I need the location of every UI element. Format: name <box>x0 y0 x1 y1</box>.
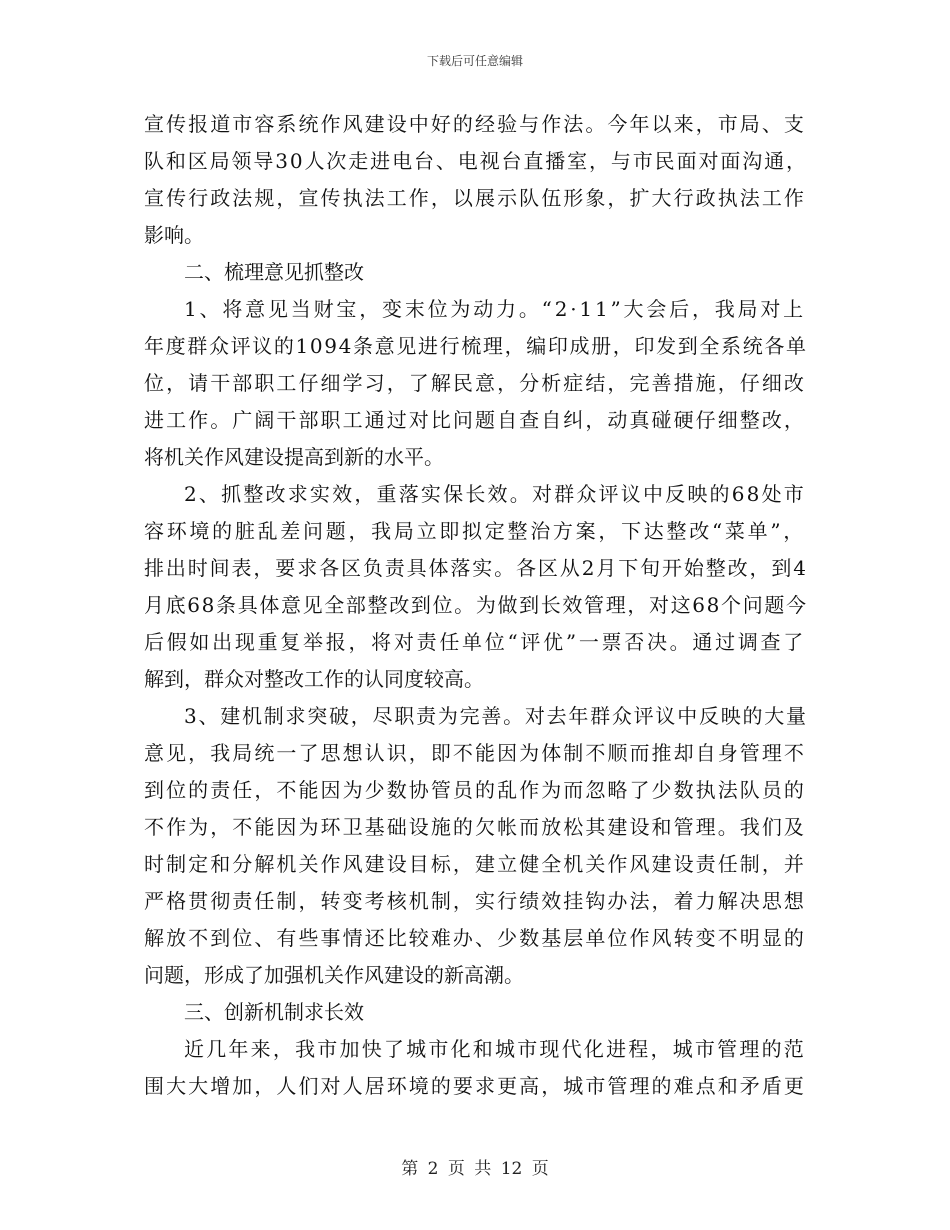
line-text: 排出时间表，要求各区负责具体落实。各区从2月下旬开始整改，到4 <box>144 556 808 580</box>
paragraph-line <box>0 513 950 550</box>
line-text: 二、梳理意见抓整改 <box>184 260 364 284</box>
paragraph-first-line <box>0 698 950 735</box>
line-text: 影响。 <box>144 223 204 247</box>
line-text: 后假如出现重复举报，将对责任单位“评优”一票否决。通过调查了 <box>144 630 806 654</box>
line-text: 月底68条具体意见全部整改到位。为做到长效管理，对这68个问题今 <box>144 593 808 617</box>
page-header: 下载后可任意编辑 <box>426 54 523 68</box>
line-text: 时制定和分解机关作风建设目标，建立健全机关作风建设责任制，并 <box>144 852 806 876</box>
paragraph-line <box>0 883 950 920</box>
line-text: 将机关作风建设提高到新的水平。 <box>144 445 444 469</box>
paragraph-line <box>0 846 950 883</box>
paragraph-line <box>0 1068 950 1105</box>
paragraph-line <box>0 143 950 180</box>
paragraph-line <box>0 328 950 365</box>
line-text: 宣传报道市容系统作风建设中好的经验与作法。今年以来，市局、支 <box>144 112 806 136</box>
line-text: 不作为，不能因为环卫基础设施的欠帐而放松其建设和管理。我们及 <box>144 815 806 839</box>
paragraph-line <box>0 920 950 957</box>
paragraph-line <box>0 439 950 476</box>
line-text: 3、建机制求突破，尽职责为完善。对去年群众评议中反映的大量 <box>184 704 808 728</box>
paragraph-first-line <box>0 476 950 513</box>
paragraph-first-line <box>0 291 950 328</box>
line-text: 队和区局领导30人次走进电台、电视台直播室，与市民面对面沟通， <box>144 149 808 173</box>
line-text: 进工作。广阔干部职工通过对比问题自查自纠，动真碰硬仔细整改， <box>144 408 806 432</box>
paragraph-line <box>0 809 950 846</box>
paragraph-line <box>0 402 950 439</box>
paragraph-line <box>0 217 950 254</box>
paragraph-line <box>0 735 950 772</box>
paragraph-line <box>0 957 950 994</box>
paragraph-line <box>0 180 950 217</box>
line-text: 围大大增加，人们对人居环境的要求更高，城市管理的难点和矛盾更 <box>144 1074 806 1098</box>
line-text: 意见，我局统一了思想认识，即不能因为体制不顺而推却自身管理不 <box>144 741 806 765</box>
paragraph-line <box>0 365 950 402</box>
paragraph-line <box>0 106 950 143</box>
paragraph-first-line <box>0 994 950 1031</box>
paragraph-line <box>0 587 950 624</box>
line-text: 到位的责任，不能因为少数协管员的乱作为而忽略了少数执法队员的 <box>144 778 806 802</box>
line-text: 三、创新机制求长效 <box>184 1000 364 1024</box>
paragraph-line <box>0 550 950 587</box>
line-text: 年度群众评议的1094条意见进行梳理，编印成册，印发到全系统各单 <box>144 334 808 358</box>
line-text: 解放不到位、有些事情还比较难办、少数基层单位作风转变不明显的 <box>144 926 806 950</box>
paragraph-first-line <box>0 1031 950 1068</box>
line-text: 严格贯彻责任制，转变考核机制，实行绩效挂钩办法，着力解决思想 <box>144 889 806 913</box>
line-text: 宣传行政法规，宣传执法工作，以展示队伍形象，扩大行政执法工作 <box>144 186 806 210</box>
line-text: 近几年来，我市加快了城市化和城市现代化进程，城市管理的范 <box>184 1037 806 1061</box>
paragraph-line <box>0 624 950 661</box>
line-text: 解到，群众对整改工作的认同度较高。 <box>144 667 484 691</box>
line-text: 问题，形成了加强机关作风建设的新高潮。 <box>144 963 524 987</box>
page-footer: 第 2 页 共 12 页 <box>401 1159 549 1179</box>
line-text: 1、将意见当财宝，变末位为动力。“2·11”大会后，我局对上 <box>184 297 806 321</box>
paragraph-first-line <box>0 254 950 291</box>
paragraph-line <box>0 772 950 809</box>
line-text: 容环境的脏乱差问题，我局立即拟定整治方案，下达整改“菜单”， <box>144 519 806 543</box>
line-text: 2、抓整改求实效，重落实保长效。对群众评议中反映的68处市 <box>184 482 806 506</box>
paragraph-line <box>0 661 950 698</box>
line-text: 位，请干部职工仔细学习，了解民意，分析症结，完善措施，仔细改 <box>144 371 806 395</box>
